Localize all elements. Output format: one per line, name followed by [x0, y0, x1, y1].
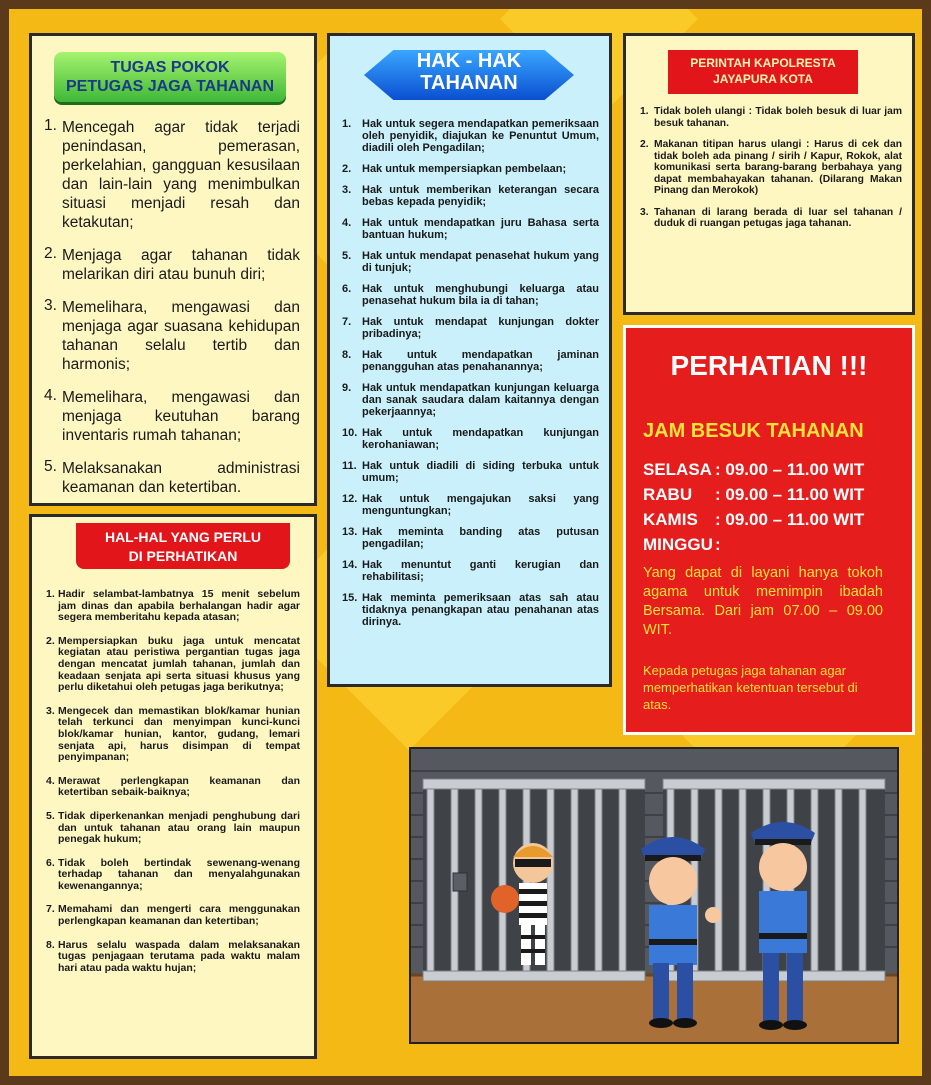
hal-hal-list: [46, 589, 300, 986]
schedule-time: :: [715, 535, 721, 554]
item-number: 4.: [342, 217, 352, 229]
item-text: Hak untuk segera mendapatkan pemeriksaan oleh penyidik, diajukan ke Penuntut Umum, diadili oleh Pengadilan;: [362, 118, 599, 154]
list-item: [46, 940, 300, 975]
title-line: HAK - HAK: [416, 50, 522, 72]
item-text: Hak untuk mendapatkan juru Bahasa serta bantuan hukum;: [362, 217, 599, 241]
item-text: Melaksanakan administrasi keamanan dan ketertiban.: [62, 460, 300, 496]
list-item: [640, 106, 902, 129]
item-number: 7.: [46, 903, 55, 916]
item-number: 1.: [46, 588, 55, 600]
item-text: Mencegah agar tidak terjadi penindasan, pemerasan, perkelahian, gangguan kesusilaan dan lain-lain yang menimbulkan situasi menjadi resah dan ketakutan;: [62, 119, 300, 231]
item-number: 2.: [46, 634, 55, 647]
list-item: [342, 118, 599, 154]
item-text: Mengecek dan memastikan blok/kamar hunian telah terkunci dan menyimpan kunci-kunci blok/kamar hunian, kantor, gudang, lemari senjata api, harus disimpan di tempat penyimpanan;: [58, 704, 300, 764]
jail-illustration: [409, 747, 899, 1044]
item-text: Hak untuk memberikan keterangan secara bebas kepada penyidik;: [362, 184, 599, 208]
list-item: [44, 298, 300, 374]
title-line: TUGAS POKOK: [110, 59, 230, 76]
list-item: [342, 349, 599, 373]
list-item: [342, 526, 599, 550]
item-text: Tidak boleh bertindak sewenang-wenang terhadap tahanan dan menyalahgunakan kewenangannya;: [58, 856, 300, 892]
item-number: 1.: [44, 117, 57, 134]
list-item: [46, 811, 300, 846]
item-number: 6.: [342, 283, 352, 295]
item-number: 7.: [342, 316, 352, 328]
item-number: 3.: [342, 184, 352, 196]
schedule-day: MINGGU: [643, 535, 713, 554]
title-line: DI PERHATIKAN: [128, 548, 238, 564]
item-number: 3.: [46, 704, 55, 717]
item-number: 8.: [46, 938, 55, 951]
schedule-day: KAMIS: [643, 510, 698, 529]
item-number: 1.: [342, 118, 352, 130]
item-number: 11.: [342, 460, 357, 472]
item-number: 8.: [342, 349, 352, 361]
item-number: 5.: [342, 250, 352, 262]
title-line: PERINTAH KAPOLRESTA: [690, 56, 836, 70]
schedule-row: [643, 485, 864, 505]
item-number: 10.: [342, 427, 358, 439]
title-line: TAHANAN: [420, 72, 518, 94]
hak-tahanan-list: [342, 118, 599, 637]
item-number: 12.: [342, 493, 358, 505]
item-text: Hak untuk mendapatkan jaminan penangguhan atas penahanannya;: [362, 349, 599, 373]
list-item: [46, 589, 300, 624]
minggu-note: Yang dapat di layani hanya tokoh agama untuk memimpin ibadah Bersama. Dari jam 07.00 – 09.00 WIT.: [643, 565, 883, 638]
item-text: Menjaga agar tahanan tidak melarikan diri atau bunuh diri;: [62, 247, 300, 283]
item-text: Tahanan di larang berada di luar sel tahanan / duduk di ruangan petugas jaga tahanan.: [654, 206, 902, 229]
item-number: 1.: [640, 106, 649, 117]
title-line: HAL-HAL YANG PERLU: [104, 529, 262, 545]
list-item: [46, 858, 300, 893]
item-text: Hadir selambat-lambatnya 15 menit sebelum jam dinas dan apabila berhalangan hadir agar segera memberitahu kepada atasan;: [58, 588, 300, 624]
list-item: [342, 316, 599, 340]
item-text: Hak untuk diadili di siding terbuka untuk umum;: [362, 460, 599, 484]
item-text: Memahami dan mengerti cara menggunakan perlengkapan keamanan dan ketertiban;: [58, 903, 300, 928]
tugas-pokok-list: [44, 118, 300, 511]
list-item: [640, 139, 902, 197]
hak-tahanan-title: [364, 44, 574, 106]
jam-besuk-heading: JAM BESUK TAHANAN: [643, 420, 864, 442]
list-item: [342, 559, 599, 583]
item-text: Hak meminta pemeriksaan atas sah atau tidaknya penangkapan atau penahanan atas dirinya.: [362, 592, 599, 628]
list-item: [46, 636, 300, 694]
list-item: [44, 118, 300, 232]
list-item: [44, 246, 300, 284]
hal-hal-panel: [29, 514, 317, 1059]
schedule-row: [643, 510, 864, 530]
item-number: 9.: [342, 382, 352, 394]
list-item: [342, 217, 599, 241]
list-item: [342, 427, 599, 451]
schedule-day: SELASA: [643, 460, 712, 479]
item-text: Hak untuk mempersiapkan pembelaan;: [362, 163, 567, 175]
list-item: [342, 493, 599, 517]
list-item: [342, 250, 599, 274]
item-number: 3.: [640, 206, 649, 218]
item-number: 13.: [342, 526, 358, 538]
title-line: PETUGAS JAGA TAHANAN: [65, 78, 274, 95]
list-item: [342, 283, 599, 307]
list-item: [44, 459, 300, 497]
list-item: [342, 382, 599, 418]
schedule-time: : 09.00 – 11.00 WIT: [715, 510, 865, 529]
item-text: Tidak diperkenankan menjadi penghubung dari dan untuk tahanan atau orang lain maupun penegak hukum;: [58, 809, 300, 846]
list-item: [640, 207, 902, 230]
item-number: 15.: [342, 592, 358, 604]
schedule-row: [643, 535, 721, 555]
tugas-pokok-panel: [29, 33, 317, 506]
item-text: Makanan titipan harus ulangi : Harus di cek dan tidak boleh ada pinang / sirih / Kapur, Rokok, alat komunikasi serta barang-barang berbahaya yang dapat membahayakan tahanan. (Dilarang Makan Pinang dan Merokok): [654, 139, 902, 196]
list-item: [46, 776, 300, 799]
item-text: Mempersiapkan buku jaga untuk mencatat kegiatan atau peristiwa pergantian tugas jaga dengan mencatat jumlah tahanan, jumlah dan keadaan senjata api serta situasi khusus yang perlu diketahui oleh petugas jaga berikutnya;: [58, 634, 300, 694]
item-text: Hak untuk mendapatkan kunjungan keluarga dan sanak saudara dalam kaitannya dengan pekerjaannya;: [362, 382, 599, 418]
perhatian-panel: [623, 325, 915, 735]
item-text: Hak meminta banding atas putusan pengadilan;: [362, 526, 599, 550]
item-text: Hak untuk mendapat penasehat hukum yang di tunjuk;: [362, 250, 599, 274]
item-number: 4.: [46, 774, 55, 787]
item-number: 2.: [44, 245, 57, 262]
ketentuan-note: Kepada petugas jaga tahanan agar memperhatikan ketentuan tersebut di atas.: [643, 663, 858, 712]
list-item: [342, 184, 599, 208]
item-text: Hak menuntut ganti kerugian dan rehabilitasi;: [362, 559, 599, 583]
item-text: Memelihara, mengawasi dan menjaga agar suasana kehidupan tahanan selalu tertib dan harmonis;: [62, 299, 300, 373]
item-number: 3.: [44, 297, 57, 314]
item-text: Merawat perlengkapan keamanan dan ketertiban sebaik-baiknya;: [58, 774, 300, 799]
item-text: Hak untuk mengajukan saksi yang menguntungkan;: [362, 493, 599, 517]
item-number: 14.: [342, 559, 358, 571]
schedule-day: RABU: [643, 485, 693, 504]
schedule-time: : 09.00 – 11.00 WIT: [715, 485, 865, 504]
list-item: [46, 904, 300, 927]
schedule-time: : 09.00 – 11.00 WIT: [715, 460, 865, 479]
list-item: [44, 388, 300, 445]
title-line: JAYAPURA KOTA: [713, 72, 813, 86]
item-text: Tidak boleh ulangi : Tidak boleh besuk di luar jam besuk tahanan.: [654, 106, 902, 129]
hal-hal-title: [76, 523, 290, 569]
item-number: 6.: [46, 856, 55, 869]
jail-scene-image: [411, 749, 897, 1042]
item-text: Harus selalu waspada dalam melaksanakan tugas penjagaan terutama pada waktu malam hari atau pada waktu hujan;: [58, 938, 300, 974]
item-number: 2.: [640, 139, 649, 150]
item-number: 5.: [46, 809, 55, 822]
item-number: 2.: [342, 163, 352, 175]
list-item: [46, 706, 300, 764]
item-number: 4.: [44, 387, 57, 404]
tugas-pokok-title: [54, 52, 286, 102]
perhatian-title: PERHATIAN !!!: [670, 350, 868, 381]
item-number: 5.: [44, 458, 57, 475]
list-item: [342, 592, 599, 628]
item-text: Hak untuk mendapatkan kunjungan kerohaniawan;: [362, 427, 599, 451]
perintah-panel: [623, 33, 915, 315]
perintah-title: [668, 50, 858, 94]
item-text: Hak untuk mendapat kunjungan dokter pribadinya;: [362, 316, 599, 340]
schedule-row: [643, 460, 864, 480]
list-item: [342, 163, 599, 175]
item-text: Memelihara, mengawasi dan menjaga keutuhan barang inventaris rumah tahanan;: [62, 389, 300, 444]
list-item: [342, 460, 599, 484]
item-text: Hak untuk menghubungi keluarga atau penasehat hukum bila ia di tahan;: [362, 283, 599, 307]
hak-tahanan-panel: [327, 33, 612, 687]
perintah-list: [640, 106, 902, 240]
